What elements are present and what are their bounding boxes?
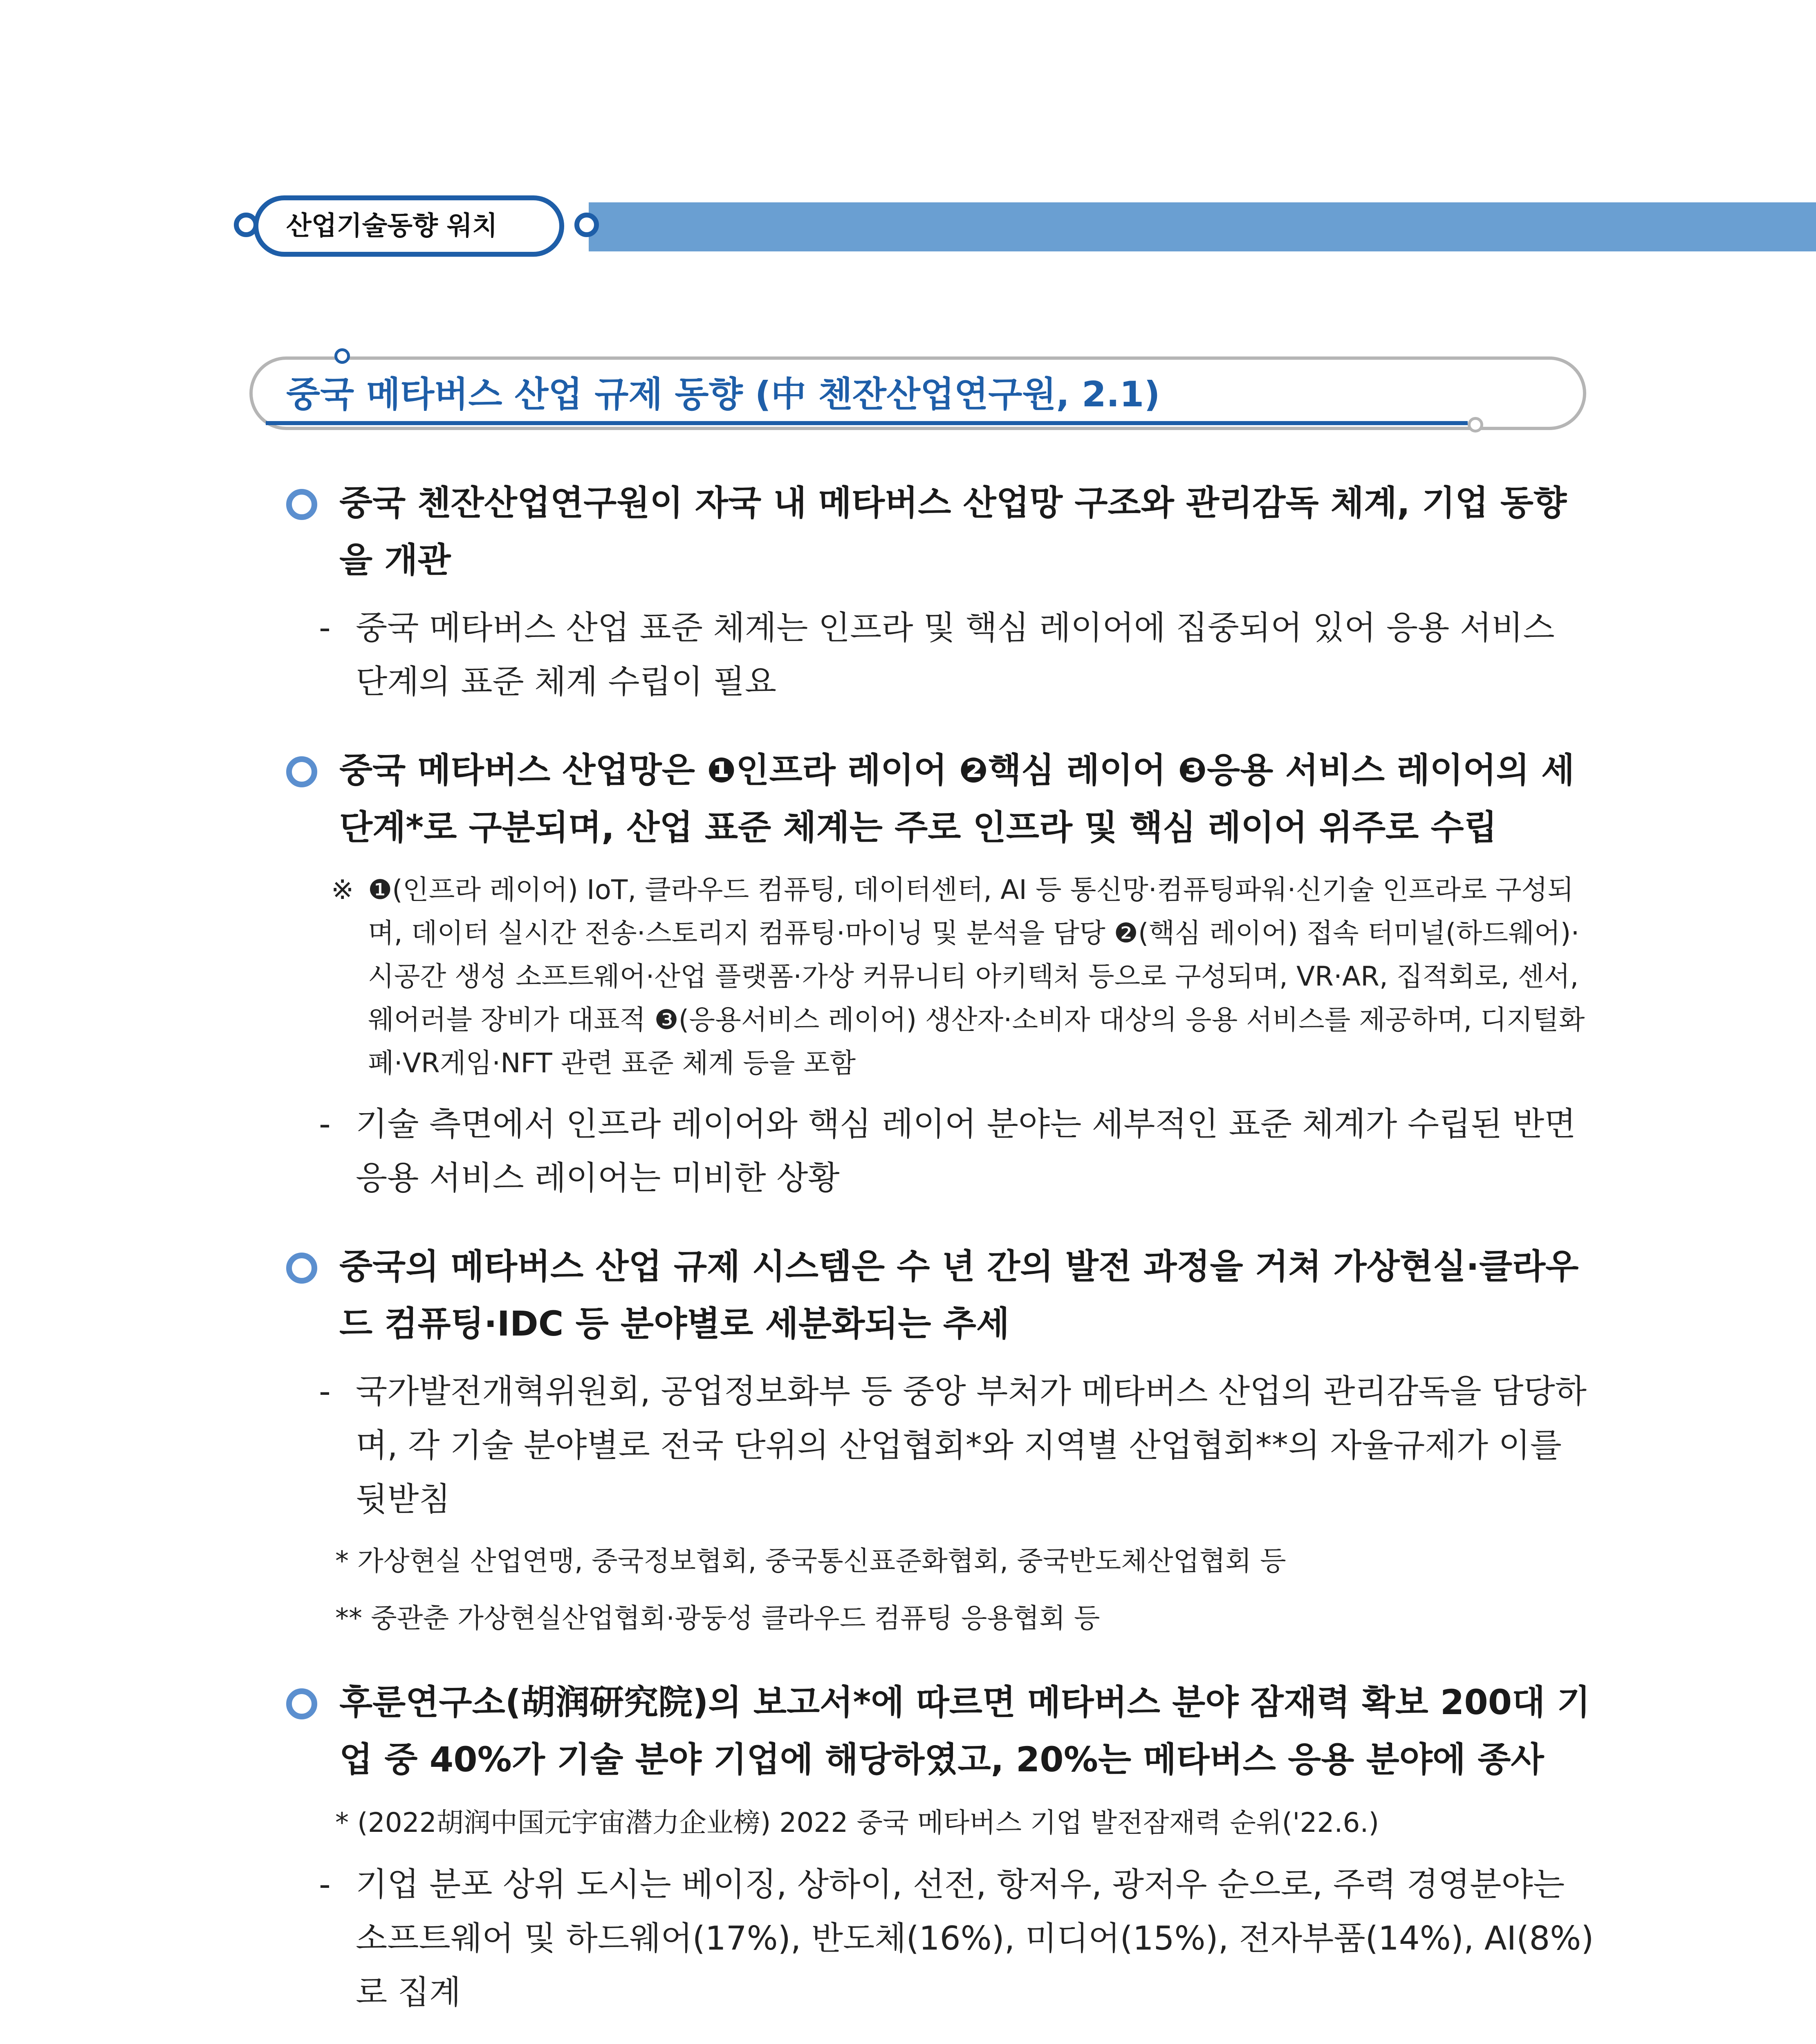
dash-mark: -	[319, 1105, 331, 1143]
bullet-circle-icon	[286, 489, 317, 520]
title-knob-right-icon	[1468, 417, 1483, 433]
footnote: ** 중관춘 가상현실산업협회·광둥성 클라우드 컴퓨팅 응용협회 등	[335, 1602, 1100, 1634]
note-text: ❶(인프라 레이어) IoT, 클라우드 컴퓨팅, 데이터센터, AI 등 통신망·컴퓨팅파워·신기술 인프라로 구성되며, 데이터 실시간 전송·스토리지 컴퓨팅·마이닝 및 분석을 담당 ❷(핵심 레이어) 접속 터미널(하드웨어)·시공간 생성 소프트웨어·산업 플랫폼·가상 커뮤니티 아키텍처 등으로 구성되며, VR·AR, 집적회로, 센서, 웨어러블 장비가 대표적 ❸(응용서비스 레이어) 생산자·소비자 대상의 응용 서비스를 제공하며, 디지털화폐·VR게임·NFT 관련 표준 체계 등을 포함	[368, 874, 1585, 1079]
bullet-text: 중국 메타버스 산업망은 ❶인프라 레이어 ❷핵심 레이어 ❸응용 서비스 레이어의 세 단계*로 구분되며, 산업 표준 체계는 주로 인프라 및 핵심 레이어 위주로 수립	[339, 750, 1575, 847]
header-bar	[589, 202, 1816, 251]
section-title-underline	[266, 421, 1468, 425]
dash-mark: -	[319, 1865, 331, 1903]
dash-item	[286, 601, 1594, 709]
footnote: * 가상현실 산업연맹, 중국정보협회, 중국통신표준화협회, 중국반도체산업협회 등	[335, 1545, 1286, 1577]
header-right-dot-icon	[574, 213, 599, 237]
bullet-circle-icon	[286, 756, 317, 787]
bullet-item	[286, 1674, 1594, 1788]
title-knob-top-icon	[334, 348, 350, 364]
bullet-text: 중국 첸잔산업연구원이 자국 내 메타버스 산업망 구조와 관리감독 체계, 기업 동향을 개관	[339, 483, 1567, 580]
bullet-circle-icon	[286, 1688, 317, 1719]
footnote: * (2022胡润中国元宇宙潜力企业榜) 2022 중국 메타버스 기업 발전잠재력 순위('22.6.)	[335, 1807, 1379, 1838]
dash-item	[286, 1858, 1594, 2019]
section-title: 중국 메타버스 산업 규제 동향 (中 첸잔산업연구원, 2.1)	[286, 374, 1160, 415]
dash-item	[286, 1365, 1594, 1526]
header-left-dot-icon	[234, 213, 258, 237]
dash-mark: -	[319, 1372, 331, 1410]
note-item	[286, 868, 1594, 1085]
bullet-item	[286, 474, 1594, 589]
dash-text: 기업 분포 상위 도시는 베이징, 상하이, 선전, 항저우, 광저우 순으로, 주력 경영분야는 소프트웨어 및 하드웨어(17%), 반도체(16%), 미디어(15%), 전자부품(14%), AI(8%)로 집계	[356, 1865, 1594, 2011]
dash-item	[286, 1097, 1594, 1205]
dash-text: 기술 측면에서 인프라 레이어와 핵심 레이어 분야는 세부적인 표준 체계가 수립된 반면 응용 서비스 레이어는 미비한 상황	[356, 1105, 1576, 1197]
bullet-text: 후룬연구소(胡润研究院)의 보고서*에 따르면 메타버스 분야 잠재력 확보 200대 기업 중 40%가 기술 분야 기업에 해당하였고, 20%는 메타버스 응용 분야에 종사	[339, 1682, 1590, 1780]
bullet-item	[286, 742, 1594, 856]
dash-text: 국가발전개혁위원회, 공업정보화부 등 중앙 부처가 메타버스 산업의 관리감독을 담당하며, 각 기술 분야별로 전국 단위의 산업협회*와 지역별 산업협회**의 자율규제가 이를 뒷받침	[356, 1372, 1587, 1518]
bullet-circle-icon	[286, 1253, 317, 1284]
header-label: 산업기술동향 워치	[286, 211, 498, 241]
article-body	[286, 474, 1594, 2044]
dash-text: 중국 메타버스 산업 표준 체계는 인프라 및 핵심 레이어에 집중되어 있어 응용 서비스 단계의 표준 체계 수립이 필요	[356, 609, 1555, 701]
reference-mark: ※	[331, 874, 354, 905]
bullet-item	[286, 1238, 1594, 1352]
bullet-text: 중국의 메타버스 산업 규제 시스템은 수 년 간의 발전 과정을 거쳐 가상현실·클라우드 컴퓨팅·IDC 등 분야별로 세분화되는 추세	[339, 1246, 1579, 1344]
dash-mark: -	[319, 609, 331, 647]
